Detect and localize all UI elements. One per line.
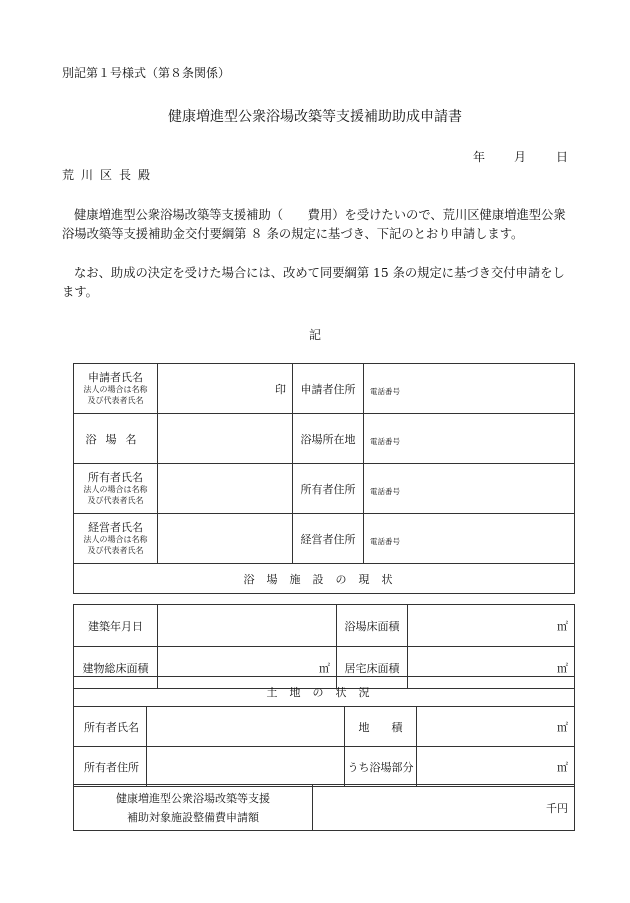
applicant-address-field[interactable] <box>364 364 575 414</box>
applicant-name-field[interactable] <box>158 364 293 414</box>
table-row <box>74 677 575 707</box>
table-row <box>74 464 575 514</box>
tel-label: 電話番号 <box>370 537 400 546</box>
land-section-heading: 土地の状況 <box>74 677 575 707</box>
bathhouse-name-label: 浴場名 <box>74 414 158 464</box>
seal-mark: 印 <box>275 382 286 396</box>
sqm-unit: ㎡ <box>557 661 568 675</box>
cost-amount-field[interactable] <box>313 785 575 831</box>
date-day-label: 日 <box>556 150 569 164</box>
table-row <box>74 364 575 414</box>
form-title: 健康増進型公衆浴場改築等支援補助助成申請書 <box>168 109 462 125</box>
owner-address-label: 所有者住所 <box>293 464 364 514</box>
land-owner-name-label: 所有者氏名 <box>74 707 147 747</box>
bath-part-area-field[interactable] <box>417 747 575 787</box>
bathhouse-location-field[interactable] <box>364 414 575 464</box>
owner-name-label: 所有者氏名 法人の場合は名称 及び代表者氏名 <box>74 464 158 514</box>
facility-section-heading: 浴場施設の現状 <box>74 564 575 594</box>
bath-floor-area-field[interactable] <box>408 605 575 647</box>
operator-address-field[interactable] <box>364 514 575 564</box>
tel-label: 電話番号 <box>370 387 400 396</box>
addressee: 荒川区長殿 <box>62 168 158 182</box>
ki-heading: 記 <box>308 328 321 342</box>
table-row <box>74 414 575 464</box>
sqm-unit: ㎡ <box>557 619 568 633</box>
operator-name-label: 経営者氏名 法人の場合は名称 及び代表者氏名 <box>74 514 158 564</box>
date-year-label: 年 <box>473 150 486 164</box>
land-area-label: 地 積 <box>345 707 417 747</box>
applicant-address-label: 申請者住所 <box>293 364 364 414</box>
tel-label: 電話番号 <box>370 437 400 446</box>
land-owner-name-field[interactable] <box>147 707 345 747</box>
form-number: 別記第１号様式（第８条関係） <box>62 66 231 80</box>
applicant-table <box>73 363 575 594</box>
land-area-field[interactable] <box>417 707 575 747</box>
sqm-unit: ㎡ <box>557 760 568 774</box>
applicant-name-label: 申請者氏名 法人の場合は名称 及び代表者氏名 <box>74 364 158 414</box>
table-row <box>74 514 575 564</box>
table-row <box>74 707 575 747</box>
tel-label: 電話番号 <box>370 487 400 496</box>
bath-floor-area-label: 浴場床面積 <box>337 605 408 647</box>
built-date-field[interactable] <box>158 605 337 647</box>
bathhouse-name-field[interactable] <box>158 414 293 464</box>
sqm-unit: ㎡ <box>319 661 330 675</box>
table-row <box>74 564 575 594</box>
table-row <box>74 747 575 787</box>
table-row <box>74 605 575 647</box>
bathhouse-location-label: 浴場所在地 <box>293 414 364 464</box>
owner-address-field[interactable] <box>364 464 575 514</box>
cost-table <box>73 784 575 831</box>
note-paragraph: なお、助成の決定を受けた場合には、改めて同要綱第 15 条の規定に基づき交付申請をします。 <box>62 266 565 299</box>
land-owner-address-label: 所有者住所 <box>74 747 147 787</box>
operator-address-label: 経営者住所 <box>293 514 364 564</box>
land-owner-address-field[interactable] <box>147 747 345 787</box>
residence-floor-area-label: 居宅床面積 <box>337 647 408 689</box>
thousand-yen-unit: 千円 <box>546 801 568 815</box>
request-paragraph: 健康増進型公衆浴場改築等支援補助（ 費用）を受けたいので、荒川区健康増進型公衆浴場改築等支援補助金交付要綱第 ８ 条の規定に基づき、下記のとおり申請します。 <box>62 208 566 241</box>
cost-label: 健康増進型公衆浴場改築等支援 補助対象施設整備費申請額 <box>74 785 313 831</box>
bath-part-area-label: うち浴場部分 <box>345 747 417 787</box>
owner-name-field[interactable] <box>158 464 293 514</box>
sqm-unit: ㎡ <box>557 720 568 734</box>
operator-name-field[interactable] <box>158 514 293 564</box>
table-row <box>74 785 575 831</box>
built-date-label: 建築年月日 <box>74 605 158 647</box>
land-table <box>73 676 575 787</box>
date-month-label: 月 <box>514 150 527 164</box>
total-floor-area-label: 建物総床面積 <box>74 647 158 689</box>
